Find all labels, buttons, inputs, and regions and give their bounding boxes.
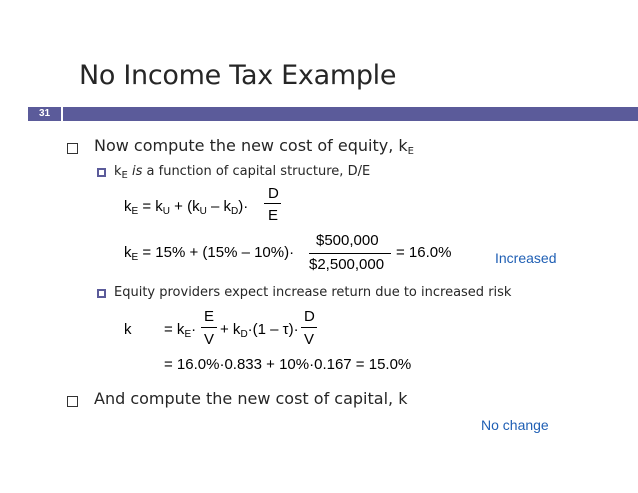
sub-bullet-marker [97,289,106,298]
bullet-text: Now compute the new cost of equity, k [94,136,408,155]
equation-3-rest [220,321,299,340]
eq-term: + k [220,321,241,338]
fraction-numerator: D [304,308,315,325]
eq-term: = k [164,321,185,338]
fraction-bar [309,253,391,254]
bullet-marker [67,143,78,154]
subscript: E [131,206,139,217]
fraction-bar [264,203,281,204]
eq-term: k [124,198,132,215]
equation-2 [124,244,294,263]
subscript: E [407,146,414,157]
slide-title: No Income Tax Example [79,60,397,91]
eq-term: = k [138,198,163,215]
subscript: U [199,206,207,217]
eq-term: ·(1 – τ)· [247,321,299,338]
bullet-marker [67,396,78,407]
equation-3 [164,321,196,340]
subscript: D [231,206,239,217]
fraction-denominator: V [304,331,315,348]
fraction-denominator: V [204,331,215,348]
fraction-bar [201,327,217,328]
eq-term: k [124,244,132,261]
title-rule [63,107,638,121]
bullet-cost-of-capital: And compute the new cost of capital, k [94,389,408,408]
eq-term: = 15% + (15% – 10%)· [138,244,295,261]
increased-note: Increased [495,250,557,266]
subscript: U [162,206,171,217]
eq-term: – k [206,198,232,215]
text: k [114,164,122,179]
equation-2-result: = 16.0% [396,244,452,261]
subscript: D [240,329,248,340]
fraction-denominator: $2,500,000 [309,256,385,273]
italic-text: is [127,164,143,179]
fraction-denominator: E [268,207,279,224]
page-number: 31 [28,107,61,121]
no-change-note: No change [481,417,549,433]
fraction-bar [301,327,317,328]
sub-bullet-capital-structure [114,164,370,181]
fraction-numerator: D [268,185,279,202]
equation-3-lhs: k [124,321,132,338]
fraction-numerator: $500,000 [316,232,379,249]
sub-bullet-equity-providers: Equity providers expect increase return due to increased risk [114,285,512,300]
sub-bullet-marker [97,168,106,177]
eq-term: )· [238,198,249,215]
eq-term: · [191,321,197,338]
subscript: E [121,170,128,181]
fraction-numerator: E [204,308,215,325]
equation-1 [124,198,248,217]
text: a function of capital structure, D/E [142,164,371,179]
equation-4: = 16.0%·0.833 + 10%·0.167 = 15.0% [164,356,412,373]
bullet-cost-of-equity [94,136,414,157]
eq-term: + (k [170,198,200,215]
subscript: E [184,329,192,340]
subscript: E [131,252,139,263]
